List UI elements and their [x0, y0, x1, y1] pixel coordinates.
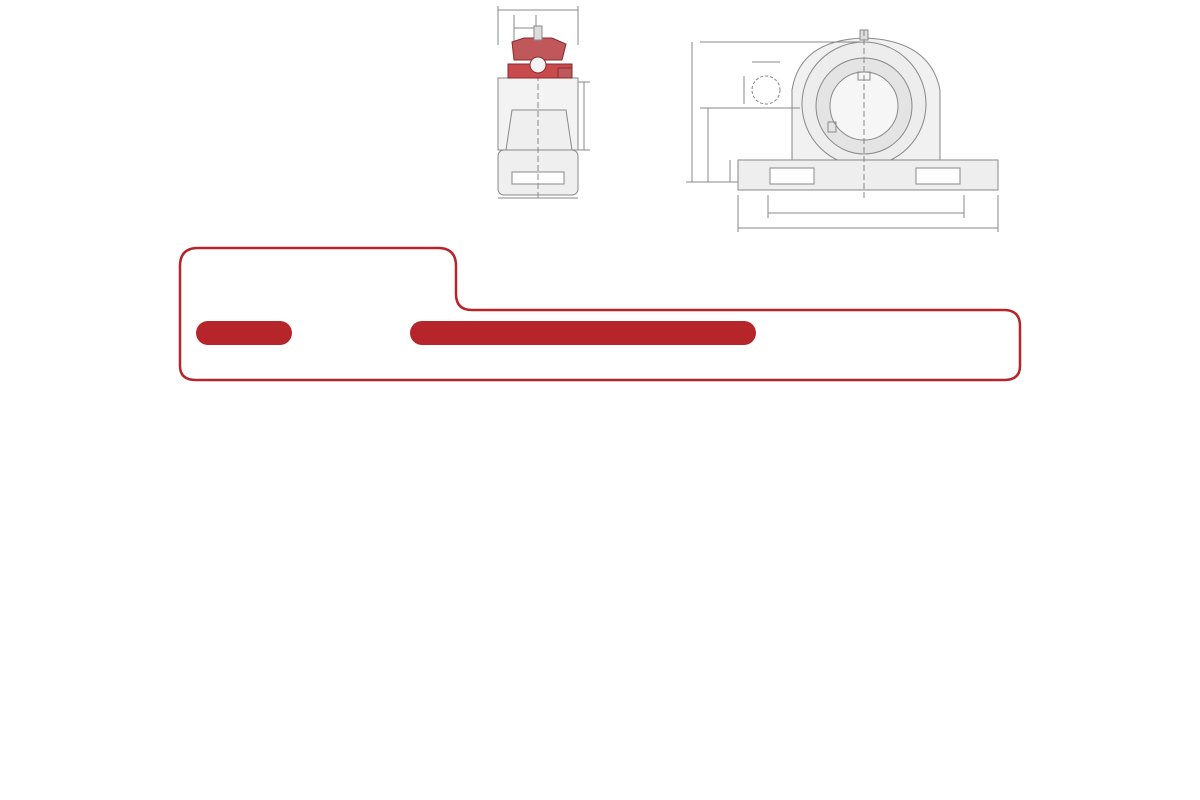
shaft-diameter-pill	[196, 321, 292, 345]
dimensions-pill	[410, 321, 756, 345]
